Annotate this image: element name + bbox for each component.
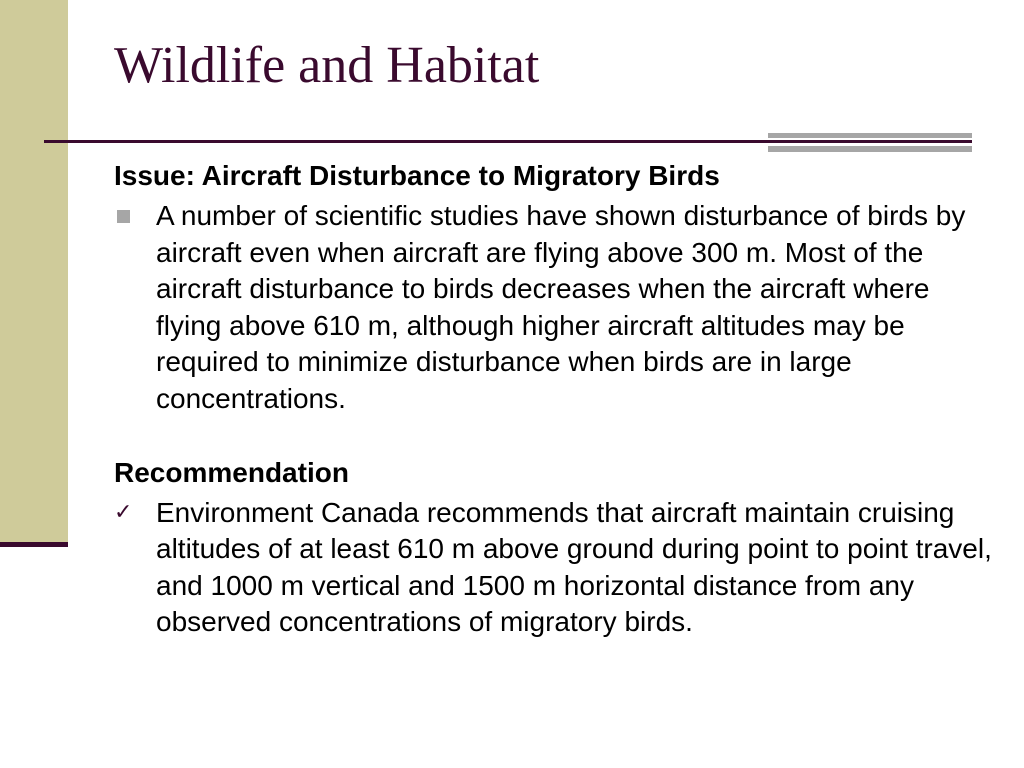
issue-heading: Issue: Aircraft Disturbance to Migratory Birds [114,160,720,191]
section-spacer [114,418,994,455]
left-decorative-band [0,0,68,542]
recommendation-heading: Recommendation [114,456,349,488]
slide-content [114,158,994,641]
issue-bullet [114,198,994,418]
square-bullet-icon [117,210,130,223]
title-underline-rule [44,140,972,143]
accent-bar-bottom [768,146,972,152]
recommendation-bullet [114,495,994,641]
slide-title: Wildlife and Habitat [114,37,540,94]
issue-bullet-text: A number of scientific studies have shown disturbance of birds by aircraft even when aircraft are flying above 300 m. Most of the aircraft disturbance to birds decreases when the aircraft where flying above 610 m, although higher aircraft altitudes may be required to minimize disturbance when birds are in large concentrations. [156,200,966,414]
recommendation-bullet-text: Environment Canada recommends that aircraft maintain cruising altitudes of at least 610 m above ground during point to point travel, and 1000 m vertical and 1500 m horizontal distance from any observed concentrations of migratory birds. [156,496,992,638]
accent-bar-top [768,133,972,138]
left-band-rule [0,542,68,547]
checkmark-icon: ✓ [114,499,133,525]
